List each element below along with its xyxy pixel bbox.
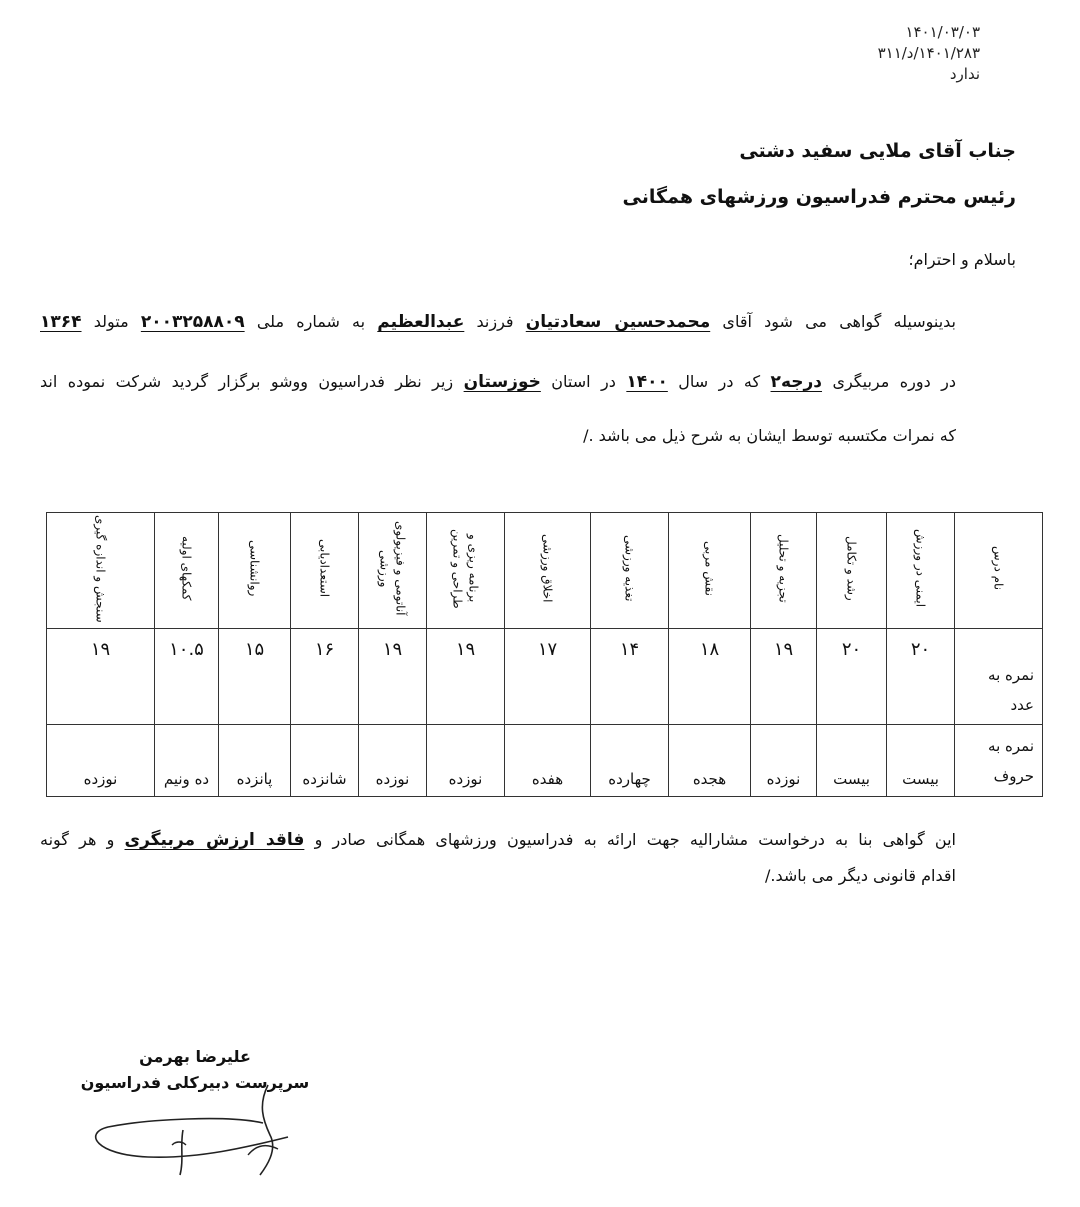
course-name: رشد و تکامل [844, 536, 859, 601]
score-cell: ۱۹ [751, 629, 817, 725]
grades-table [46, 512, 1043, 797]
body-text: متولد [81, 312, 141, 331]
table-row-words [47, 725, 1043, 797]
score-words-cell: نوزده [751, 725, 817, 797]
row-label-numeric: نمره به عدد [955, 629, 1043, 725]
handwritten-signature [88, 1075, 298, 1185]
body-text: که در سال [667, 372, 771, 391]
national-id: ۲۰۰۳۲۵۸۸۰۹ [140, 312, 245, 332]
table-row-numeric [47, 629, 1043, 725]
no-value-note: فاقد ارزش مربیگری [124, 830, 305, 850]
course-name: استعدادیابی [317, 539, 332, 598]
body-text: در دوره مربیگری [822, 372, 957, 391]
person-name: محمدحسین سعادتیان [525, 312, 711, 332]
course-header [669, 513, 751, 629]
letter-attachment: ندارد [949, 65, 980, 83]
closing-text: این گواهی بنا به درخواست مشارالیه جهت ارائه به فدراسیون ورزشهای همگانی صادر و [304, 830, 956, 849]
course-header [219, 513, 291, 629]
score-words-cell: پانزده [219, 725, 291, 797]
body-text: بدینوسیله گواهی می شود آقای [710, 312, 957, 331]
score-cell: ۲۰ [817, 629, 887, 725]
course-name: سنجش و اندازه گیری [93, 514, 108, 623]
score-words-cell: نوزده [427, 725, 505, 797]
score-cell: ۱۸ [669, 629, 751, 725]
header-label-cell [955, 513, 1043, 629]
signer-name: علیرضا بهرمن [139, 1047, 251, 1066]
course-header [591, 513, 669, 629]
score-words-cell: شانزده [291, 725, 359, 797]
score-cell: ۱۹ [47, 629, 155, 725]
course-name: اخلاق ورزشی [540, 534, 555, 603]
body-text: به شماره ملی [244, 312, 378, 331]
course-name: تجزیه و تحلیل [776, 534, 791, 603]
score-cell: ۱۹ [359, 629, 427, 725]
course-header [427, 513, 505, 629]
body-text: زیر نظر فدراسیون ووشو برگزار گردید شرکت نموده اند [40, 372, 464, 391]
course-header [505, 513, 591, 629]
course-name: برنامه ریزی و طراحی و تمرین [450, 528, 481, 609]
score-words-cell: نوزده [359, 725, 427, 797]
score-words-cell: نوزده [47, 725, 155, 797]
course-name: ایمنی در ورزش [913, 529, 928, 608]
course-name: آناتومی و فیزیولوی ورزشی [377, 521, 408, 616]
score-cell: ۱۶ [291, 629, 359, 725]
course-header [47, 513, 155, 629]
table-header-row [47, 513, 1043, 629]
closing-line-2: اقدام قانونی دیگر می باشد./ [765, 866, 956, 885]
course-header [751, 513, 817, 629]
score-words-cell: هفده [505, 725, 591, 797]
letter-meta [800, 22, 980, 85]
body-line-3: که نمرات مکتسبه توسط ایشان به شرح ذیل می باشد ./ [583, 426, 956, 445]
body-text: در استان [540, 372, 627, 391]
letter-date: ۱۴۰۱/۰۳/۰۳ [905, 23, 980, 41]
course-header [817, 513, 887, 629]
score-words-cell: چهارده [591, 725, 669, 797]
score-cell: ۱۷ [505, 629, 591, 725]
addressee-title: رئیس محترم فدراسیون ورزشهای همگانی [622, 186, 1016, 208]
body-text: فرزند [464, 312, 526, 331]
score-words-cell: هجده [669, 725, 751, 797]
greeting: باسلام و احترام؛ [908, 250, 1016, 269]
score-cell: ۱۴ [591, 629, 669, 725]
score-cell: ۲۰ [887, 629, 955, 725]
father-name: عبدالعظیم [377, 312, 465, 332]
closing-text: و هر گونه [40, 830, 125, 849]
course-name: نقش مربی [702, 541, 717, 596]
signer-title: سرپرست دبیرکلی فدراسیون [80, 1073, 310, 1092]
body-line-2 [40, 372, 956, 392]
course-header [359, 513, 427, 629]
letter-number: ۱۴۰۱/۲۸۳/د/۳۱۱ [877, 44, 980, 62]
score-cell: ۱۵ [219, 629, 291, 725]
course-name: کمکهای اولیه [179, 536, 194, 601]
course-header [887, 513, 955, 629]
score-cell: ۱۹ [427, 629, 505, 725]
closing-line-1 [40, 830, 956, 850]
course-header [155, 513, 219, 629]
score-cell: ۱۰.۵ [155, 629, 219, 725]
body-line-1 [40, 312, 956, 332]
course-header [291, 513, 359, 629]
score-words-cell: ده ونیم [155, 725, 219, 797]
score-words-cell: بیست [817, 725, 887, 797]
province: خوزستان [463, 372, 541, 392]
course-name: تغذیه ورزشی [622, 535, 637, 602]
course-grade: درجه۲ [770, 372, 823, 392]
addressee-name: جناب آقای ملایی سفید دشتی [739, 140, 1016, 162]
header-label: نام درس [991, 546, 1006, 591]
row-label-words: نمره به حروف [955, 725, 1043, 797]
course-name: روانشناسی [247, 540, 262, 597]
score-words-cell: بیست [887, 725, 955, 797]
birth-year: ۱۳۶۴ [40, 312, 82, 332]
course-year: ۱۴۰۰ [626, 372, 668, 392]
